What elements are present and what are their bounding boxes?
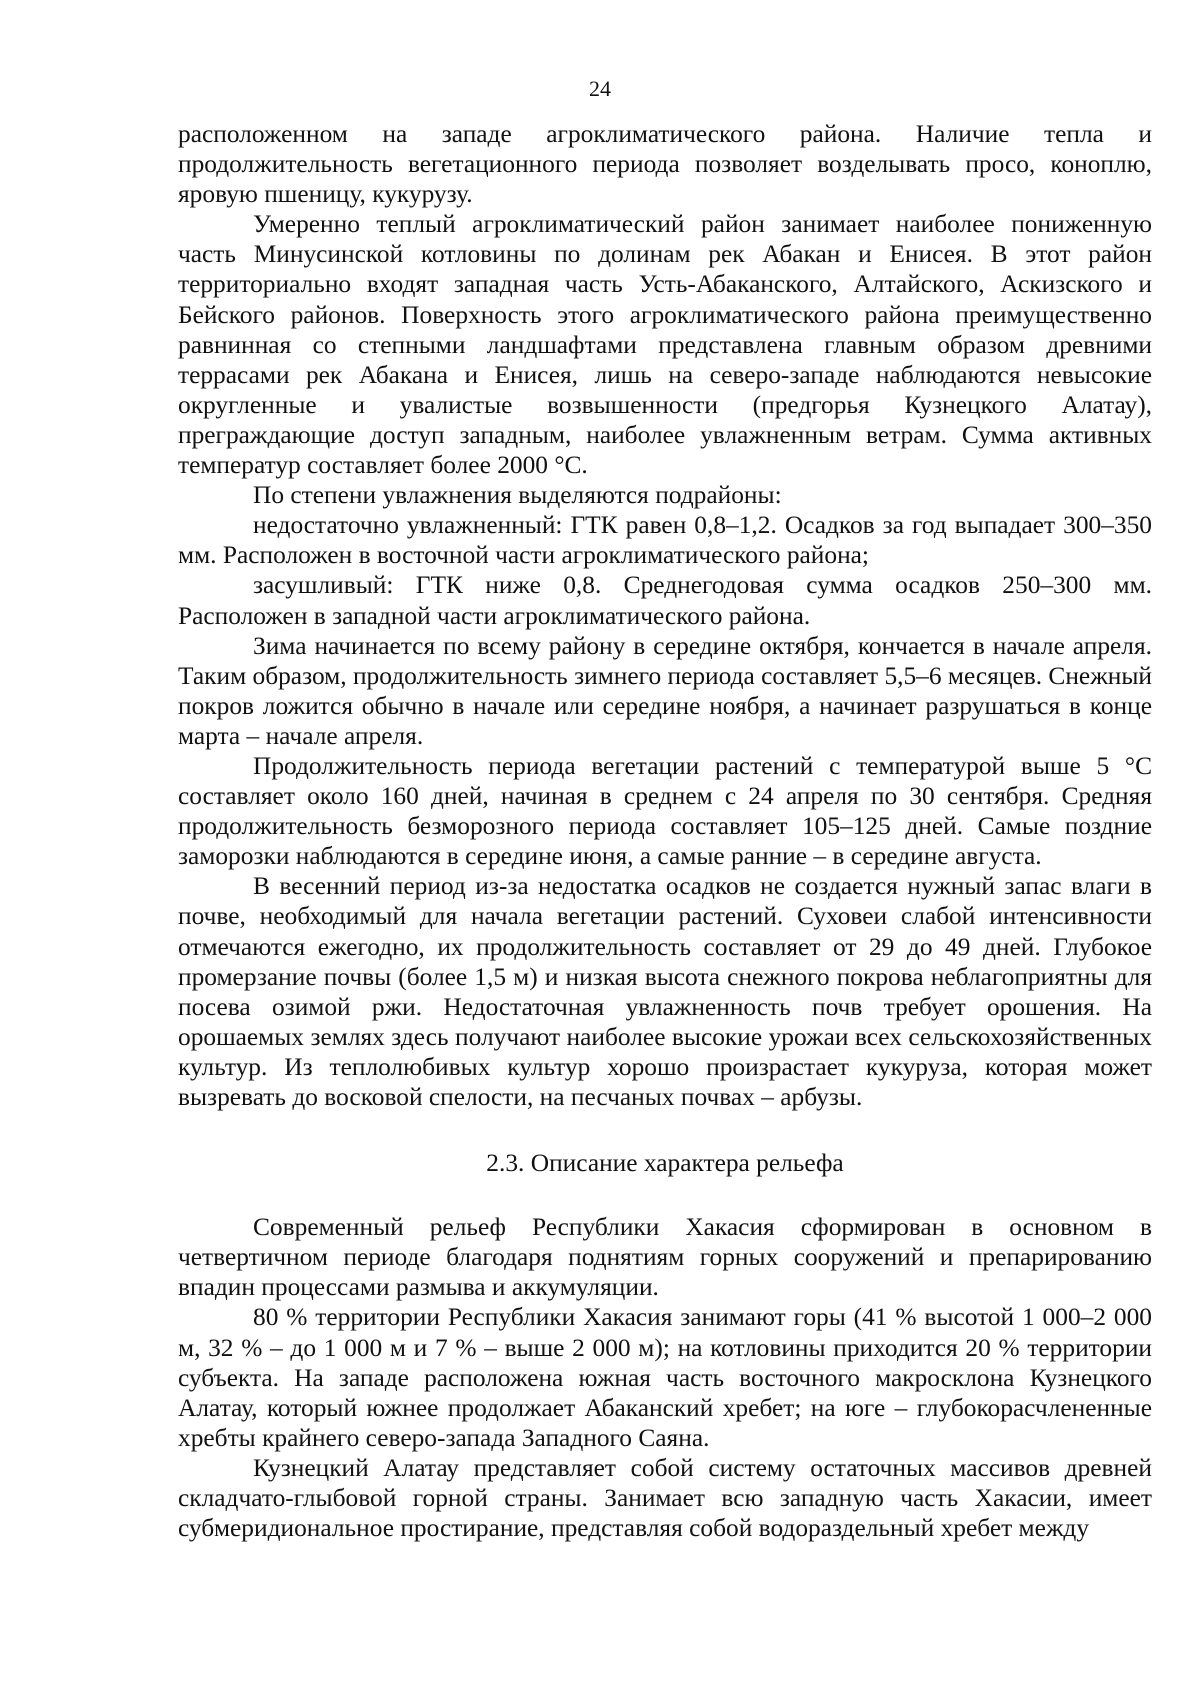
paragraph-continuation: расположенном на западе агроклиматического района. Наличие тепла и продолжительность вегетационного периода позволяет возделывать просо, коноплю, яровую пшеницу, кукурузу.	[178, 120, 1152, 209]
paragraph-insufficiently-humid-subregion: недостаточно увлажненный: ГТК равен 0,8–1,2. Осадков за год выпадает 300–350 мм. Расположен в восточной части агроклиматического района;	[178, 511, 1152, 570]
paragraph-modern-relief: Современный рельеф Республики Хакасия сформирован в основном в четвертичном периоде благодаря поднятиям горных сооружений и препарированию впадин процессами размыва и аккумуляции.	[178, 1213, 1152, 1302]
paragraph-subregions-intro: По степени увлажнения выделяются подрайоны:	[253, 481, 782, 510]
page-content	[178, 119, 1152, 1543]
paragraph-winter: Зима начинается по всему району в середине октября, кончается в начале апреля. Таким образом, продолжительность зимнего периода составляет 5,5–6 месяцев. Снежный покров ложится обычно в начале или середине ноября, а начинает разрушаться в конце марта – начале апреля.	[178, 631, 1152, 750]
paragraph-kuznetsk-alatau: Кузнецкий Алатау представляет собой систему остаточных массивов древней складчато-глыбовой горной страны. Занимает всю западную часть Хакасии, имеет субмеридиональное простирание, представляя собой водораздельный хребет между	[178, 1453, 1152, 1543]
section-heading: 2.3. Описание характера рельефа	[486, 1149, 844, 1178]
page-number: 24	[589, 76, 611, 101]
paragraph-arid-subregion: засушливый: ГТК ниже 0,8. Среднегодовая сумма осадков 250–300 мм. Расположен в западной части агроклиматического района.	[178, 571, 1152, 630]
paragraph-vegetation-period: Продолжительность периода вегетации растений с температурой выше 5 °С составляет около 160 дней, начиная в среднем с 24 апреля по 30 сентября. Средняя продолжительность безморозного периода составляет 105–125 дней. Самые поздние заморозки наблюдаются в середине июня, а самые ранние – в середине августа.	[178, 751, 1152, 871]
paragraph-territory-mountains: 80 % территории Республики Хакасия занимают горы (41 % высотой 1 000–2 000 м, 32 % – до 1 000 м и 7 % – выше 2 000 м); на котловины приходится 20 % территории субъекта. На западе расположена южная часть восточного макросклона Кузнецкого Алатау, который южнее продолжает Абаканский хребет; на юге – глубокорасчлененные хребты крайнего северо-запада Западного Саяна.	[178, 1303, 1152, 1452]
paragraph-spring-moisture: В весенний период из-за недостатка осадков не создается нужный запас влаги в почве, необходимый для начала вегетации растений. Суховеи слабой интенсивности отмечаются ежегодно, их продолжительность составляет от 29 до 49 дней. Глубокое промерзание почвы (более 1,5 м) и низкая высота снежного покрова неблагоприятны для посева озимой ржи. Недостаточная увлажненность почв требует орошения. На орошаемых землях здесь получают наиболее высокие урожаи всех сельскохозяйственных культур. Из теплолюбивых культур хорошо произрастает кукуруза, которая может вызревать до восковой спелости, на песчаных почвах – арбузы.	[178, 872, 1152, 1111]
paragraph-moderate-warm-region: Умеренно теплый агроклиматический район занимает наиболее пониженную часть Минусинской котловины по долинам рек Абакан и Енисея. В этот район территориально входят западная часть Усть-Абаканского, Алтайского, Аскизского и Бейского районов. Поверхность этого агроклиматического района преимущественно равнинная со степными ландшафтами представлена главным образом древними террасами рек Абакана и Енисея, лишь на северо-западе наблюдаются невысокие округленные и увалистые возвышенности (предгорья Кузнецкого Алатау), преграждающие доступ западным, наиболее увлажненным ветрам. Сумма активных температур составляет более 2000 °С.	[178, 210, 1152, 480]
